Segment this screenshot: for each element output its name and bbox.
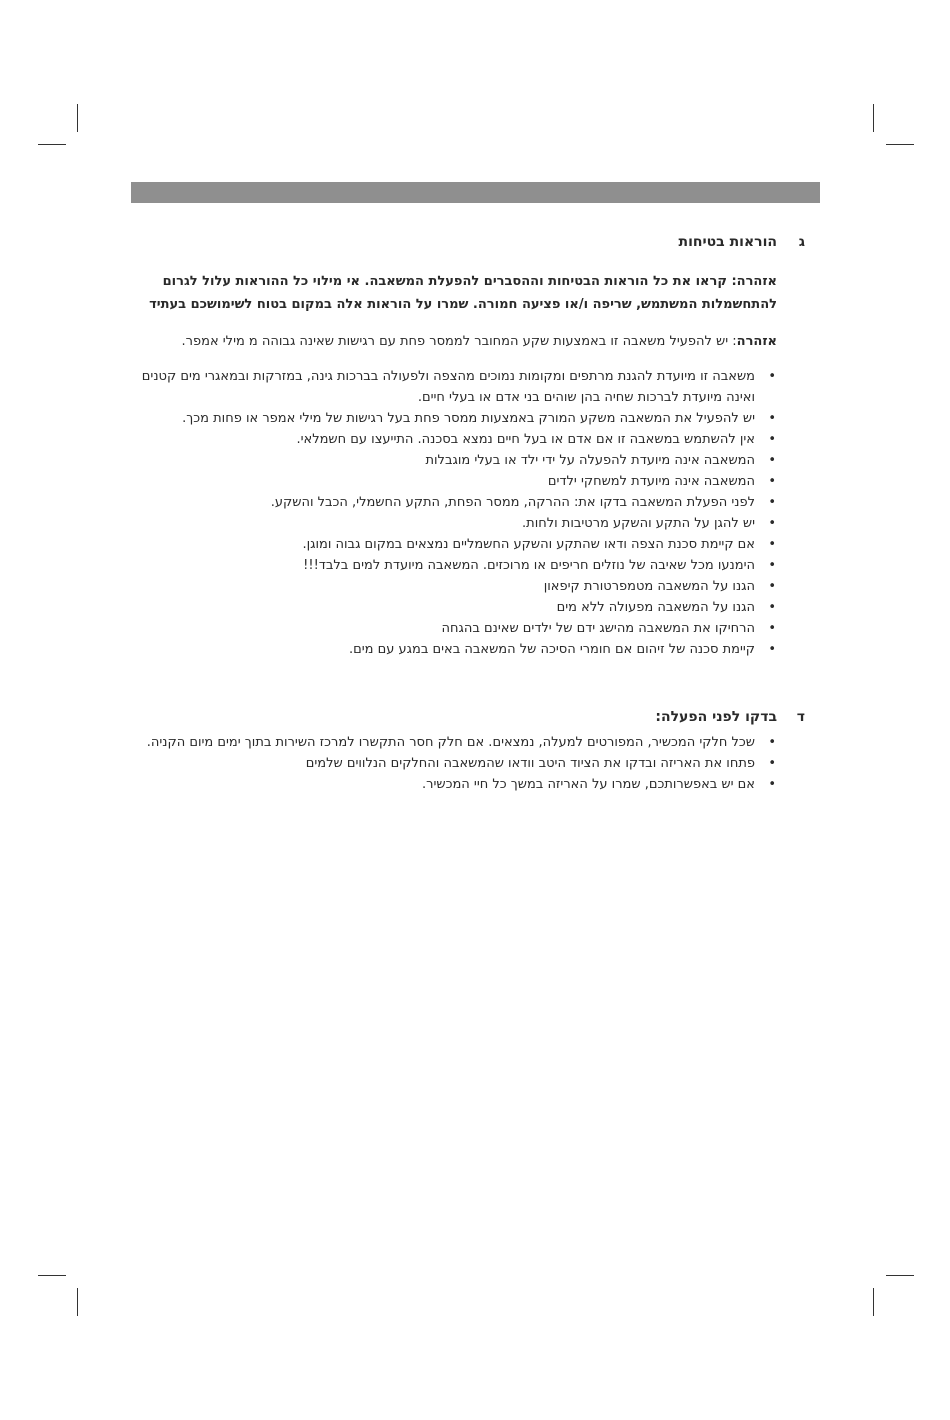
rcd-warning <box>140 331 777 352</box>
warning-text: : יש להפעיל משאבה זו באמצעות שקע המחובר לממסר פחת עם רגישות שאינה גבוהה מ מילי אמפר. <box>181 334 737 349</box>
crop-mark <box>886 144 914 145</box>
document-body <box>140 232 805 795</box>
list-item: • קיימת סכנה של זיהום אם חומרי הסיכה של המשאבה באים במגע עם מים. <box>140 639 777 660</box>
crop-mark <box>77 104 78 132</box>
section-letter: ד <box>796 709 805 725</box>
section-g-heading <box>140 232 805 253</box>
crop-mark <box>873 104 874 132</box>
list-item: • הרחיקו את המשאבה מהישג ידם של ילדים שאינם בהגחה <box>140 618 777 639</box>
list-item: • הימנעו מכל שאיבה של נוזלים חריפים או מרוכזים. המשאבה מיועדת למים בלבד!!! <box>140 555 777 576</box>
section-title: בדקו לפני הפעלה: <box>655 709 777 725</box>
list-item: • המשאבה אינה מיועדת להפעלה על ידי ילד או בעלי מוגבלות <box>140 450 777 471</box>
crop-mark <box>77 1288 78 1316</box>
list-item: • אם קיימת סכנת הצפה ודאו שהתקע והשקע החשמליים נמצאים במקום גבוה ומוגן. <box>140 534 777 555</box>
pre-operation-checklist <box>140 732 777 795</box>
list-item: • המשאבה אינה מיועדת למשחקי ילדים <box>140 471 777 492</box>
list-item: • אין להשתמש במשאבה זו אם אדם או בעל חיים נמצא בסכנה. התייעצו עם חשמלאי. <box>140 429 777 450</box>
crop-mark <box>38 144 66 145</box>
list-item: • שכל חלקי המכשיר, המפורטים למעלה, נמצאים. אם חלק חסר התקשרו למרכז השירות בתוך ימים מיום הקניה. <box>140 732 777 753</box>
crop-mark <box>873 1288 874 1316</box>
list-item: • משאבה זו מיועדת להגנת מרתפים ומקומות נמוכים מהצפה ולפעולה בברכות גינה, במזרקות ובמאגרי מים קטנים ואינה מיועדת לברכות שחיה בהן שוהים בני אדם או בעלי חיים. <box>140 366 777 408</box>
list-item: • יש להפעיל את המשאבה משקע המורק באמצעות ממסר פחת בעל רגישות של מילי אמפר או פחות מכך. <box>140 408 777 429</box>
section-letter: ג <box>798 234 805 250</box>
section-title: הוראות בטיחות <box>678 234 777 250</box>
crop-mark <box>886 1275 914 1276</box>
list-item: • אם יש באפשרותכם, שמרו על האריזה במשך כל חיי המכשיר. <box>140 774 777 795</box>
list-item: • הגנו על המשאבה מפעולה ללא מים <box>140 597 777 618</box>
warning-label: אזהרה <box>736 334 777 349</box>
safety-list <box>140 366 777 660</box>
safety-warning-bold: אזהרה: קראו את כל הוראות הבטיחות וההסברים להפעלת המשאבה. אי מילוי כל ההוראות עלול לגרום להתחשמלות המשתמש, שריפה ו/או פציעה חמורה. שמרו על הוראות אלה במקום בטוח לשימושכם בעתיד <box>149 274 777 312</box>
list-item: • הגנו על המשאבה מטמפרטורת קיפאון <box>140 576 777 597</box>
list-item: • יש להגן על התקע והשקע מרטיבות ולחות. <box>140 513 777 534</box>
header-bar <box>131 182 820 203</box>
crop-mark <box>38 1275 66 1276</box>
section-d-heading <box>140 707 805 728</box>
list-item: • לפני הפעלת המשאבה בדקו את: ההרקה, ממסר הפחת, התקע החשמלי, הכבל והשקע. <box>140 492 777 513</box>
list-item: • פתחו את האריזה ובדקו את הציוד היטב וודאו שהמשאבה והחלקים הנלווים שלמים <box>140 753 777 774</box>
